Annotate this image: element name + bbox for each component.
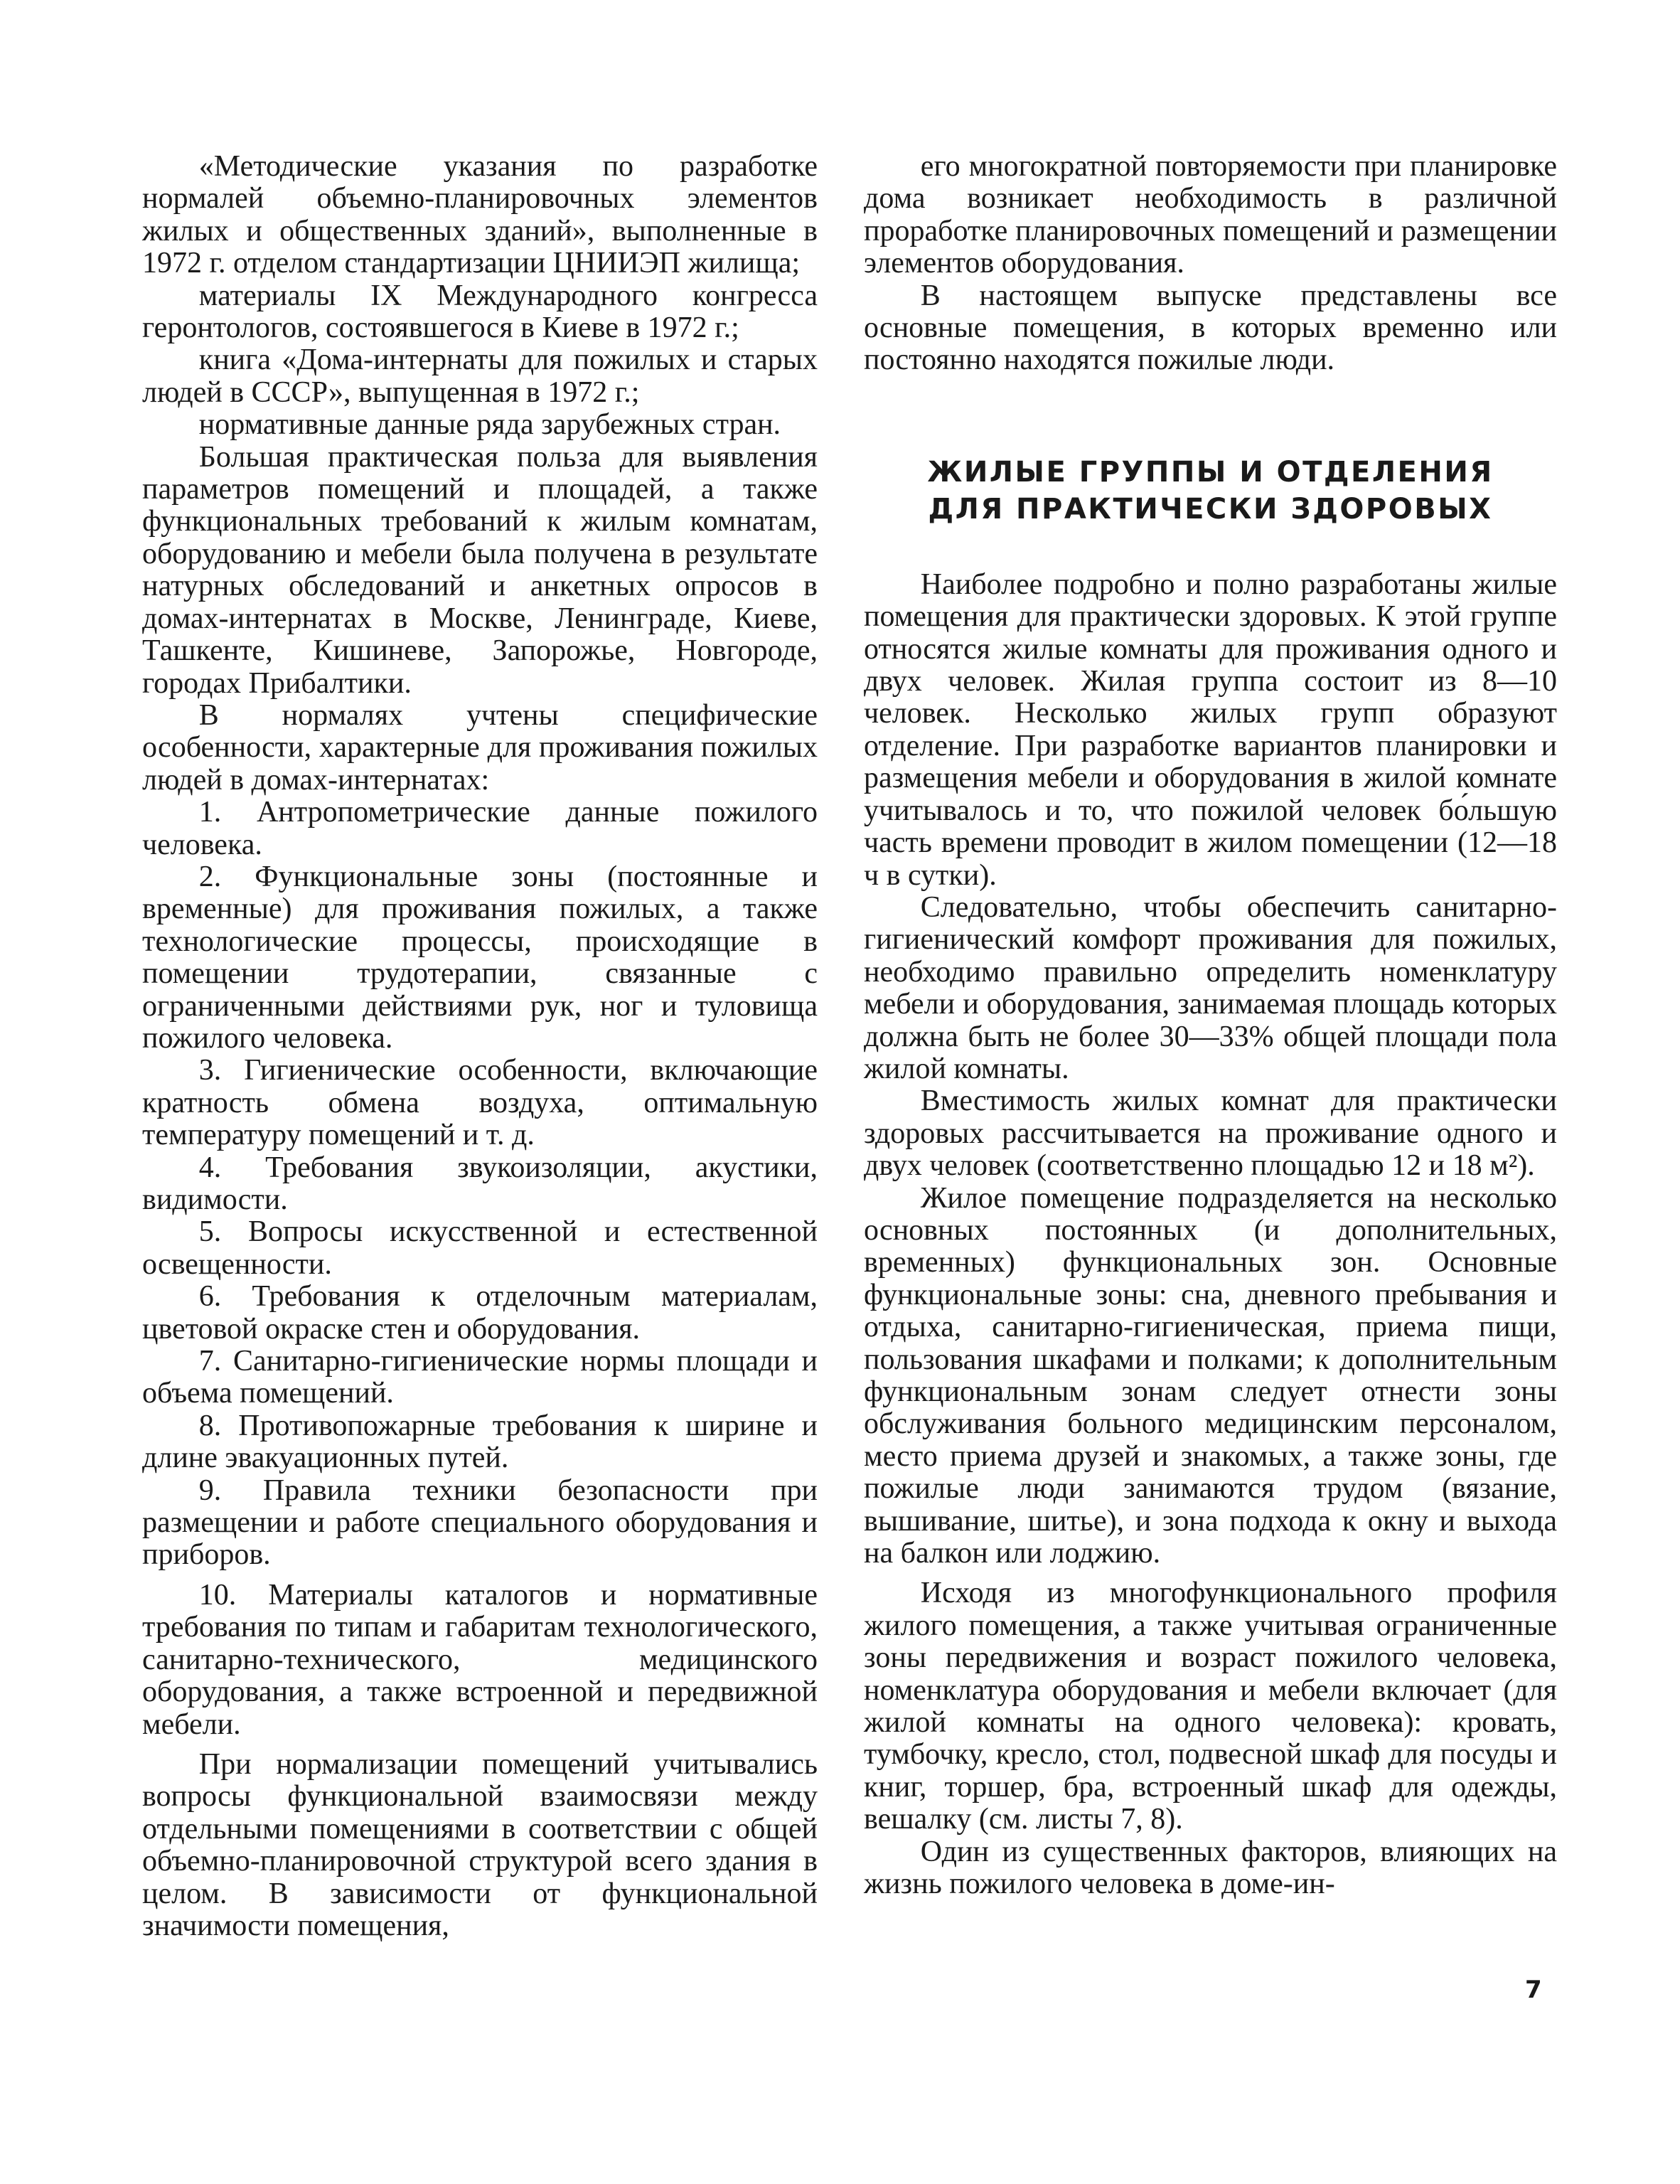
list-item: 4. Требования звукоизоляции, акустики, видимости. [142,1151,818,1216]
list-item: 3. Гигиенические особенности, включающие кратность обмена воздуха, оптимальную температуру помещений и т. д. [142,1054,818,1152]
section-heading-line-1: ЖИЛЫЕ ГРУППЫ И ОТДЕЛЕНИЯ [927,455,1494,489]
paragraph: Жилое помещение подразделяется на несколько основных постоянных (и дополнительных, временных) функциональных зон. Основные функциональные зоны: сна, дневного пребывания и отдыха, санитарно-гигиеническая, приема пищи, пользования шкафами и полками; к дополнительным функциональным зонам следует отнести зоны обслуживания больного медицинским персоналом, место приема друзей и знакомых, а также зоны, где пожилые люди занимаются трудом (вязание, вышивание, шитье), и зона подхода к окну и выхода на балкон или лоджию. [864,1181,1557,1570]
list-item: 1. Антропометрические данные пожилого человека. [142,796,818,861]
paragraph: нормативные данные ряда зарубежных стран. [198,408,781,442]
paragraph: Большая практическая польза для выявления параметров помещений и площадей, а также функциональных требований к жилым комнатам, оборудованию и мебели была получена в результате натурных обследований и анкетных опросов в домах-интернатах в Москве, Ленинграде, Киеве, Ташкенте, Кишиневе, Запорожье, Новгороде, городах Прибалтики. [142,440,818,700]
left-column [142,151,818,1942]
paragraph: Следовательно, чтобы обеспечить санитарно-гигиенический комфорт проживания для пожилых, необходимо правильно определить номенклатуру мебели и оборудования, занимаемая площадь которых должна быть не более 30—33% общей площади пола жилой комнаты. [864,890,1557,1085]
right-column [864,151,1557,1901]
section-heading-line-2: ДЛЯ ПРАКТИЧЕСКИ ЗДОРОВЫХ [928,492,1493,526]
paragraph: При нормализации помещений учитывались вопросы функциональной взаимосвязи между отдельными помещениями в соответствии с общей объемно-планировочной структурой всего здания в целом. В зависимости от функциональной значимости помещения, [142,1747,818,1942]
list-item: 5. Вопросы искусственной и естественной освещенности. [142,1215,818,1281]
paragraph: книга «Дома-интернаты для пожилых и старых людей в СССР», выпущенная в 1972 г.; [142,343,818,409]
paragraph: материалы IX Международного конгресса геронтологов, состоявшегося в Киеве в 1972 г.; [142,279,818,345]
paragraph: Исходя из многофункционального профиля жилого помещения, а также учитывая ограниченные зоны передвижения и возраст пожилого человека, номенклатура оборудования и мебели включает (для жилой комнаты на одного человека): кровать, тумбочку, кресло, стол, подвесной шкаф для посуды и книг, торшер, бра, встроенный шкаф для одежды, вешалку (см. листы 7, 8). [864,1577,1557,1836]
list-item: 6. Требования к отделочным материалам, цветовой окраске стен и оборудования. [142,1280,818,1346]
list-item: 8. Противопожарные требования к ширине и длине эвакуационных путей. [142,1409,818,1475]
paragraph: его многократной повторяемости при планировке дома возникает необходимость в различной проработке планировочных помещений и размещении элементов оборудования. [864,150,1557,280]
paragraph: В нормалях учтены специфические особенности, характерные для проживания пожилых людей в домах-интернатах: [142,698,818,797]
paragraph: В настоящем выпуске представлены все основные помещения, в которых временно или постоянно находятся пожилые люди. [864,279,1557,377]
list-item: 7. Санитарно-гигиенические нормы площади и объема помещений. [142,1345,818,1410]
paragraph: Один из существенных факторов, влияющих на жизнь пожилого человека в доме-ин- [864,1835,1557,1901]
paragraph: Вместимость жилых комнат для практически здоровых рассчитывается на проживание одного и двух человек (соответственно площадью 12 и 18 м²). [864,1085,1557,1183]
list-item: 9. Правила техники безопасности при размещении и работе специального оборудования и приборов. [142,1474,818,1572]
section-heading [864,454,1557,528]
paragraph: «Методические указания по разработке нормалей объемно-планировочных элементов жилых и общественных зданий», выполненные в 1972 г. отделом стандартизации ЦНИИЭП жилища; [142,150,818,280]
paragraph: Наиболее подробно и полно разработаны жилые помещения для практически здоровых. К этой группе относятся жилые комнаты для проживания одного и двух человек. Жилая группа состоит из 8—10 человек. Несколько жилых групп образуют отделение. При разработке вариантов планировки и размещения мебели и оборудования в жилой комнате учитывалось и то, что пожилой человек бо́льшую часть времени проводит в жилом помещении (12—18 ч в сутки). [864,568,1557,892]
list-item: 10. Материалы каталогов и нормативные требования по типам и габаритам технологического, санитарно-технического, медицинского оборудования, а также встроенной и передвижной мебели. [142,1578,818,1741]
page-number: 7 [1525,1976,1542,2004]
list-item: 2. Функциональные зоны (постоянные и временные) для проживания пожилых, а также технологические процессы, происходящие в помещении трудотерапии, связанные с ограниченными действиями рук, ног и туловища пожилого человека. [142,860,818,1055]
